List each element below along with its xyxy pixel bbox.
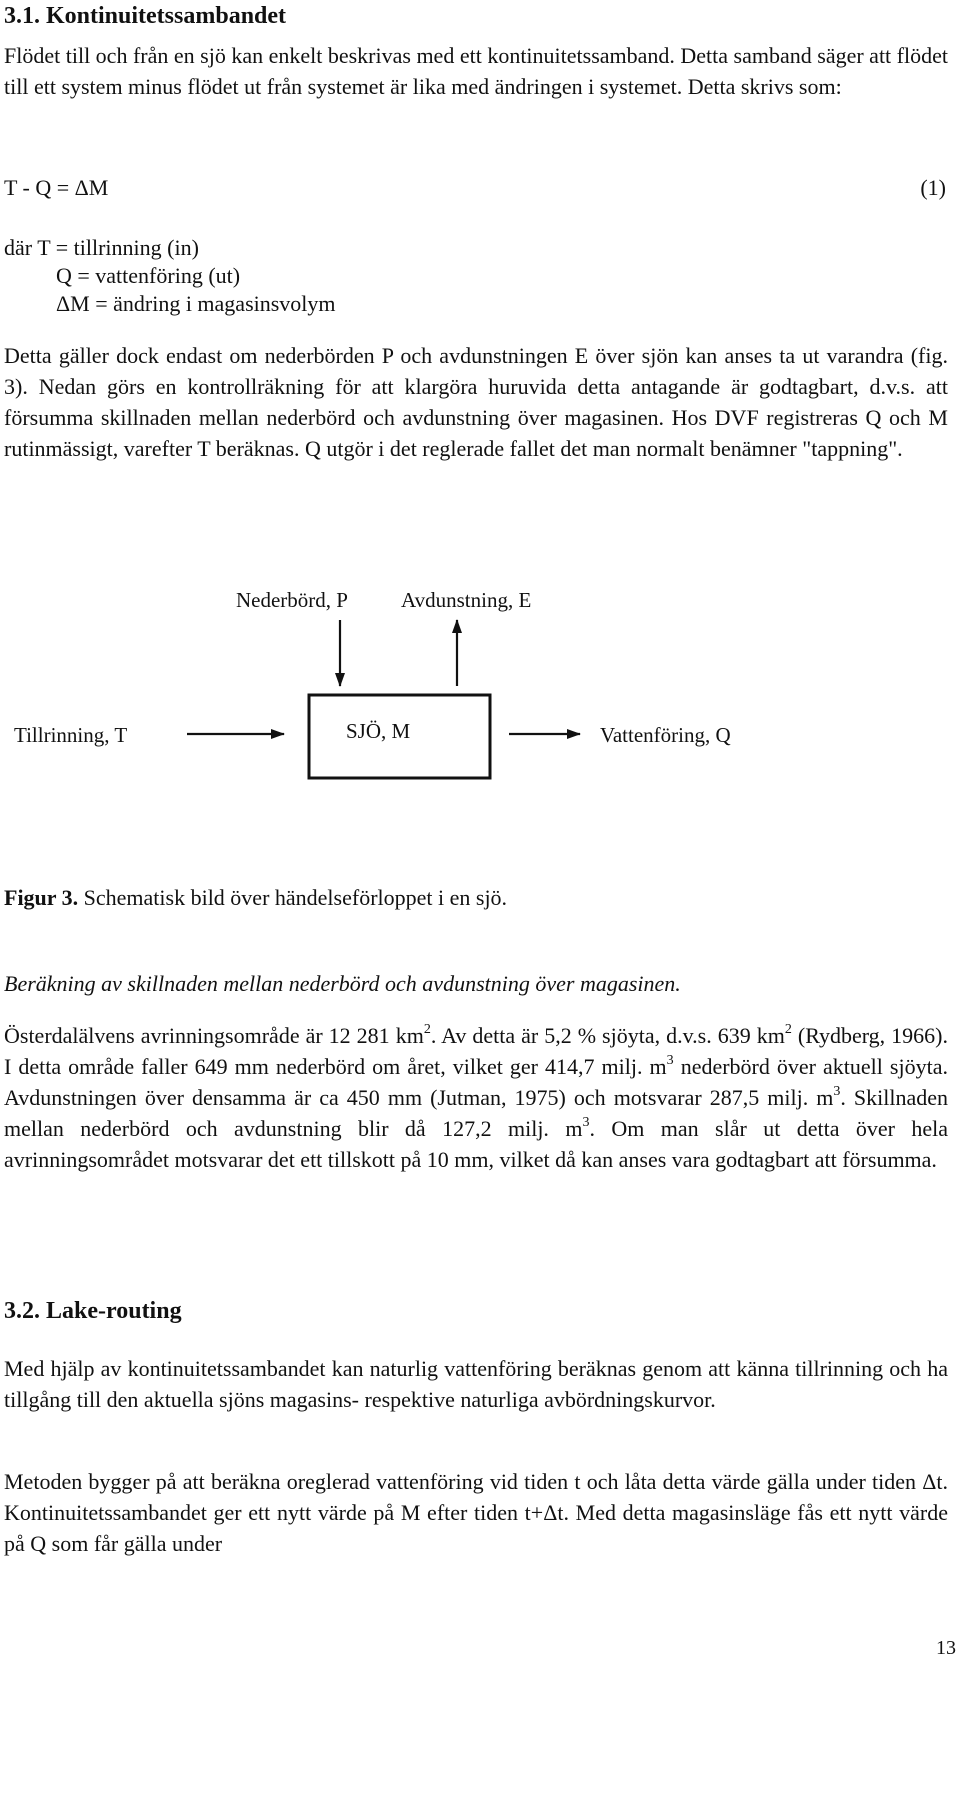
- intro-paragraph: Flödet till och från en sjö kan enkelt beskrivas med ett kontinuitetssamband. Detta samband säger att flödet till ett system minus flödet ut från systemet är lika med ändringen i systemet. Detta skrivs som:: [4, 43, 948, 99]
- calc-sup-a: 2: [423, 1021, 431, 1037]
- definition-q: Q = vattenföring (ut): [56, 263, 241, 288]
- outflow-label: Vattenföring, Q: [600, 723, 731, 747]
- evaporation-label: Avdunstning, E: [401, 588, 532, 612]
- definition-t: T = tillrinning (in): [37, 235, 199, 260]
- definition-dm: ΔM = ändring i magasinsvolym: [56, 291, 336, 316]
- definition-line-dm: [4, 290, 336, 318]
- calc-text-f: . Om man slår ut detta över hela avrinningsområdet motsvarar det ett tillskott på 10 mm, vilket då kan anses vara godtagbart att försumma.: [4, 1116, 948, 1172]
- section-heading-3-2: 3.2. Lake-routing: [4, 1298, 182, 1324]
- calc-sup-d: 3: [833, 1083, 841, 1099]
- section-heading-3-1: 3.1. Kontinuitetssambandet: [4, 3, 287, 29]
- calc-sup-b: 2: [784, 1021, 792, 1037]
- equation-number: (1): [920, 175, 946, 200]
- definitions-prefix: där: [4, 235, 33, 260]
- definition-line-t: [4, 234, 336, 262]
- calc-sup-c: 3: [666, 1052, 674, 1068]
- continuity-equation: T - Q = ΔM: [4, 175, 109, 200]
- calculation-paragraph: [4, 1020, 948, 1175]
- calc-text-d: nederbörd över aktuell sjöyta. Avdunstningen över densamma är ca 450 mm (Jutman, 1975) och motsvarar 287,5 milj. m: [4, 1054, 948, 1110]
- definition-line-q: [4, 262, 336, 290]
- calc-text-b: . Av detta är 5,2 % sjöyta, d.v.s. 639 km: [430, 1023, 785, 1048]
- lake-routing-paragraph-2: Metoden bygger på att beräkna oreglerad vattenföring vid tiden t och låta detta värde gälla under tiden Δt. Kontinuitetssambandet ger ett nytt värde på M efter tiden t+Δt. Med detta magasinsläge fås ett nytt värde på Q som får gälla under: [4, 1469, 948, 1556]
- lake-schematic-figure: [0, 580, 960, 810]
- page-number: 13: [936, 1637, 956, 1659]
- figure-caption-text: Schematisk bild över händelseförloppet i en sjö.: [78, 885, 508, 910]
- inflow-label: Tillrinning, T: [14, 723, 128, 747]
- calc-text-a: Österdalälvens avrinningsområde är 12 281 km: [4, 1023, 424, 1048]
- calc-sup-e: 3: [582, 1114, 590, 1130]
- lake-label: SJÖ, M: [346, 719, 411, 743]
- figure-caption-prefix: Figur 3.: [4, 885, 79, 910]
- figure-caption: [4, 882, 507, 913]
- calc-text-e: . Skillnaden mellan nederbörd och avdunstning blir då 127,2 milj. m: [4, 1085, 948, 1141]
- definitions-list: [4, 234, 336, 318]
- calc-text-c: (Rydberg, 1966). I detta område faller 649 mm nederbörd om året, vilket ger 414,7 milj. m: [4, 1023, 949, 1079]
- precipitation-label: Nederbörd, P: [236, 588, 348, 612]
- calculation-heading: Beräkning av skillnaden mellan nederbörd och avdunstning över magasinen.: [4, 971, 681, 996]
- assumption-paragraph: Detta gäller dock endast om nederbörden P och avdunstningen E över sjön kan anses ta ut varandra (fig. 3). Nedan görs en kontrollräkning för att klargöra huruvida detta antagande är godtagbart, d.v.s. att försumma skillnaden mellan nederbörd och avdunstning över magasinen. Hos DVF registreras Q och M rutinmässigt, varefter T beräknas. Q utgör i det reglerade fallet det man normalt benämner "tappning".: [4, 343, 948, 461]
- lake-routing-paragraph-1: Med hjälp av kontinuitetssambandet kan naturlig vattenföring beräknas genom att känna tillrinning och ha tillgång till den aktuella sjöns magasins- respektive naturliga avbördningskurvor.: [4, 1356, 948, 1412]
- lake-schematic-svg: [0, 580, 960, 810]
